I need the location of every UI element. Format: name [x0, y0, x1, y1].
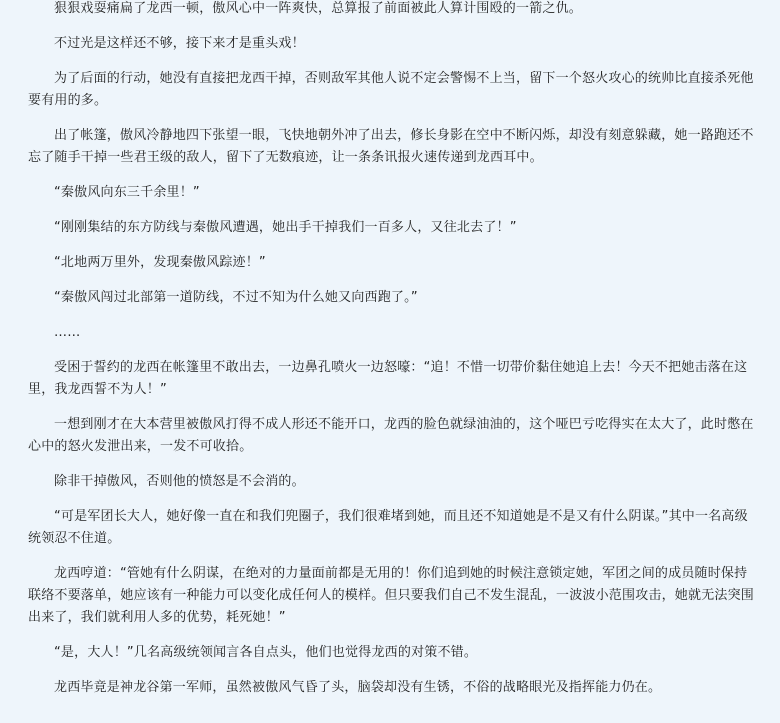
paragraph-7: “北地两万里外，发现秦傲风踪迹！” [54, 255, 266, 270]
paragraph-1: 狠狠戏耍痛扁了龙西一顿，傲风心中一阵爽快，总算报了前面被此人算计围殴的一箭之仇。 [54, 1, 583, 16]
paragraph-11: 一想到刚才在大本营里被傲风打得不成人形还不能开口，龙西的脸色就绿油油的，这个哑巴亏吃得实在太大了，此时憋在心中的怒火发泄出来，一发不可收拾。 [28, 417, 754, 454]
paragraph-6: “刚刚集结的东方防线与秦傲风遭遇，她出手干掉我们一百多人，又往北去了！” [54, 220, 517, 235]
paragraph-8: “秦傲风闯过北部第一道防线，不过不知为什么她又向西跑了。” [54, 290, 418, 305]
paragraph-3: 为了后面的行动，她没有直接把龙西干掉，否则敌军其他人说不定会警惕不上当，留下一个怒火攻心的统帅比直接杀死他要有用的多。 [28, 71, 754, 108]
paragraph-15: “是，大人！”几名高级统领闻言各自点头，他们也觉得龙西的对策不错。 [54, 645, 478, 660]
paragraph-12: 除非干掉傲风，否则他的愤怒是不会消的。 [54, 474, 305, 489]
paragraph-10: 受困于誓约的龙西在帐篷里不敢出去，一边鼻孔喷火一边怒嚎：“追！不惜一切带价黏住她追上去！今天不把她击落在这里，我龙西誓不为人！” [28, 360, 748, 397]
paragraph-14: 龙西哼道：“管她有什么阴谋，在绝对的力量面前都是无用的！你们追到她的时候注意锁定她，军团之间的成员随时保持联络不要落单，她应该有一种能力可以变化成任何人的模样。但只要我们自己不发生混乱，一波波小范围攻击，她就无法突围出来了，我们就利用人多的优势，耗死她！” [28, 566, 755, 625]
paragraph-13: “可是军团长大人，她好像一直在和我们兜圈子，我们很难堵到她，而且还不知道她是不是又有什么阴谋。”其中一名高级统领忍不住道。 [28, 509, 748, 546]
paragraph-16: 龙西毕竟是神龙谷第一军师，虽然被傲风气昏了头，脑袋却没有生锈，不俗的战略眼光及指挥能力仍在。 [54, 680, 662, 695]
paragraph-4: 出了帐篷，傲风冷静地四下张望一眼，飞快地朝外冲了出去，修长身影在空中不断闪烁，却没有刻意躲藏，她一路跑还不忘了随手干掉一些君王级的敌人，留下了无数痕迹，让一条条讯报火速传递到龙西耳中。 [28, 128, 754, 165]
paragraph-9: …… [54, 325, 81, 340]
paragraph-5: “秦傲风向东三千余里！” [54, 185, 200, 200]
paragraph-2: 不过光是这样还不够，接下来才是重头戏！ [54, 36, 305, 51]
